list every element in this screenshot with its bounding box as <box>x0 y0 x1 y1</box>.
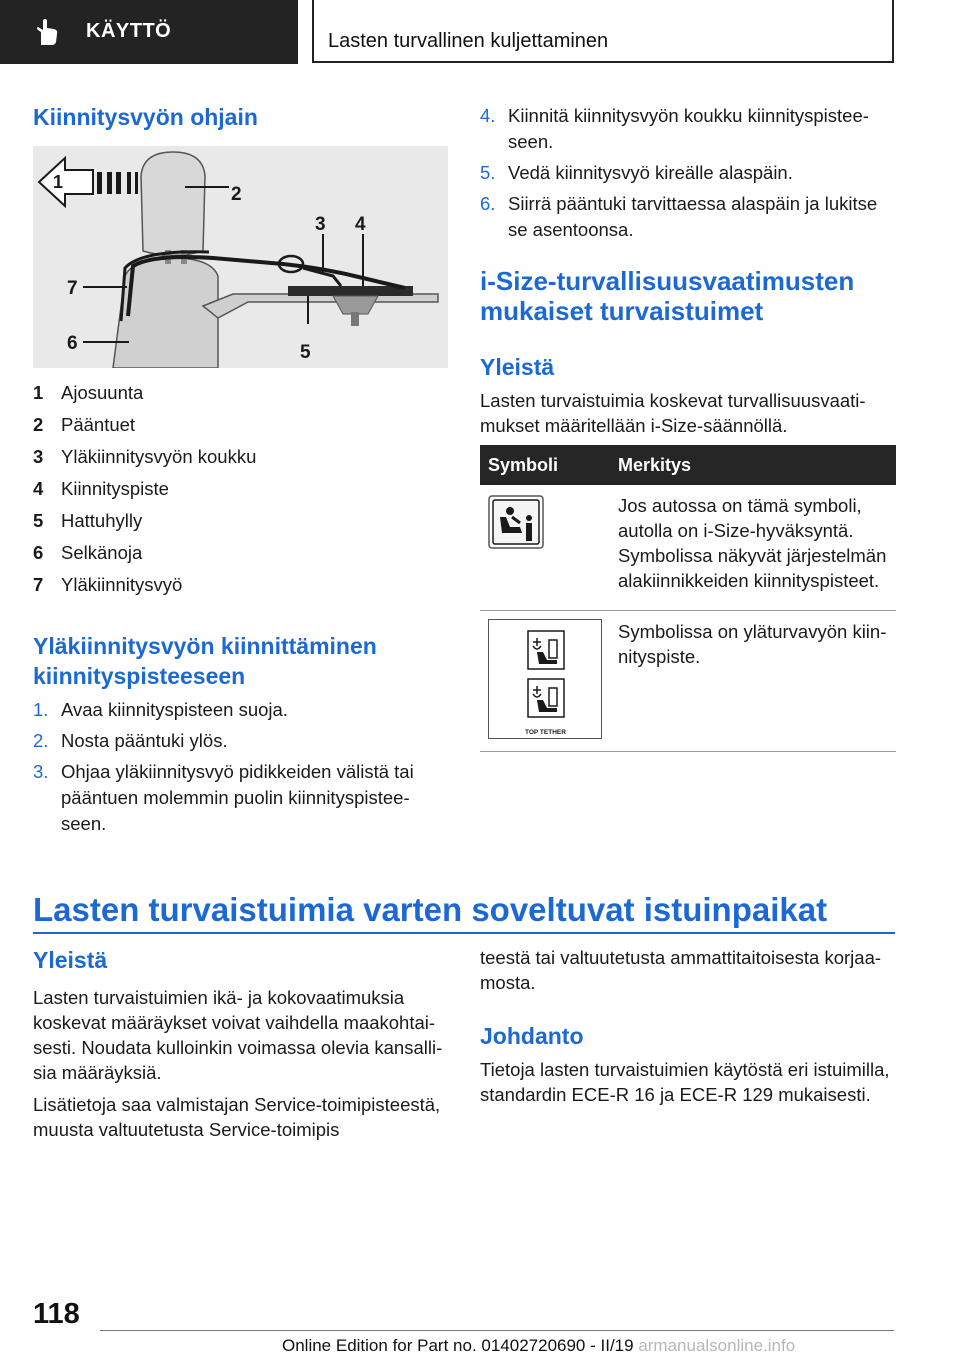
table-row <box>480 485 896 611</box>
col-header-symbol: Symboli <box>480 445 610 485</box>
page-header <box>0 0 960 66</box>
chapter-title-box <box>312 0 894 63</box>
top-tether-symbol-box <box>488 619 602 739</box>
fig-label-7: 7 <box>67 278 78 299</box>
steps-left <box>33 697 443 842</box>
fig-label-1: 1 <box>53 172 64 192</box>
fig-label-5: 5 <box>300 342 311 363</box>
page-number: 118 <box>33 1298 80 1330</box>
step-item: 2. Nosta pääntuki ylös. <box>33 730 228 751</box>
isize-intro: Lasten turvaistuimia koskevat turvallisuusvaatimukset määritellään i-Size-säännöllä. <box>480 390 866 436</box>
general-paragraph-2-cont: teestä tai valtuutetusta ammattitaitoisesta korjaamosta. <box>480 947 882 993</box>
subheading-general-right: Yleistä <box>480 354 555 380</box>
intro-paragraph: Tietoja lasten turvaistuimien käytöstä eri istuimilla, standardin ECE-R 16 ja ECE-R 129 mukaisesti. <box>480 1059 890 1105</box>
watermark: armanualsonline.info <box>638 1336 796 1355</box>
top-tether-anchor-icon <box>527 678 565 718</box>
legend-item: 2 Pääntuet <box>33 414 136 435</box>
table-row <box>480 611 896 752</box>
step-item: 1. Avaa kiinnityspisteen suoja. <box>33 699 288 720</box>
step-item: 3. Ohjaa yläkiinnitysvyö pidikkeiden välistä tai pääntuen molemmin puolin kiinnityspisteeseen. <box>33 761 414 834</box>
fig-label-3: 3 <box>315 214 326 235</box>
isize-child-seat-icon <box>488 493 544 551</box>
steps-right <box>480 103 892 248</box>
belt-guide-illustration <box>33 146 448 368</box>
legend-item: 1 Ajosuunta <box>33 382 144 403</box>
meaning-isize: Jos autossa on tämä symboli, autolla on i-Size-hyväksyntä. Symbolissa näkyvät järjestelmän alakiinnikkeiden kiinnityspisteet. <box>610 485 896 611</box>
section-tab[interactable] <box>0 0 298 64</box>
meaning-top-tether: Symbolissa on yläturvavyön kiinnityspiste. <box>610 611 896 752</box>
heading-isize: i-Size-turvallisuusvaatimusten mukaiset turvaistuimet <box>480 266 855 326</box>
hand-pointer-icon <box>32 18 62 48</box>
figure-legend <box>33 377 449 601</box>
general-paragraph-2: Lisätietoja saa valmistajan Service-toimipisteestä, muusta valtuutetusta Service-toimipis <box>33 1094 441 1140</box>
top-tether-anchor-icon <box>527 630 565 670</box>
step-item: 6. Siirrä pääntuki tarvittaessa alaspäin ja lukitse se asentoonsa. <box>480 193 878 240</box>
legend-item: 4 Kiinnityspiste <box>33 478 169 499</box>
footer-edition: Online Edition for Part no. 01402720690 - II/19 armanualsonline.info <box>282 1336 796 1355</box>
chapter-title: Lasten turvallinen kuljettaminen <box>328 30 609 52</box>
subheading-intro: Johdanto <box>480 1023 584 1049</box>
fig-label-2: 2 <box>231 184 242 205</box>
legend-item: 3 Yläkiinnitysvyön koukku <box>33 446 257 467</box>
legend-item: 5 Hattuhylly <box>33 510 143 531</box>
heading-belt-guide: Kiinnitysvyön ohjain <box>33 104 258 130</box>
step-item: 4. Kiinnitä kiinnitysvyön koukku kiinnityspisteeseen. <box>480 105 869 152</box>
symbol-table <box>480 445 896 752</box>
section-title: Lasten turvaistuimia varten soveltuvat istuinpaikat <box>33 890 895 934</box>
heading-attach-tether: Yläkiinnitysvyön kiinnittäminen kiinnityspisteeseen <box>33 633 377 689</box>
top-tether-label: TOP TETHER <box>525 729 566 736</box>
legend-item: 7 Yläkiinnitysvyö <box>33 574 183 595</box>
general-paragraph-1: Lasten turvaistuimien ikä- ja kokovaatimuksia koskevat määräykset voivat vaihdella maakohtaisesti. Noudata kulloinkin voimassa olevia kansallisia määräyksiä. <box>33 987 443 1083</box>
legend-item: 6 Selkänoja <box>33 542 143 563</box>
footer-divider <box>100 1330 894 1331</box>
section-label: KÄYTTÖ <box>86 20 172 42</box>
fig-label-4: 4 <box>355 214 366 235</box>
col-header-meaning: Merkitys <box>610 445 896 485</box>
step-item: 5. Vedä kiinnitysvyö kireälle alaspäin. <box>480 162 793 183</box>
subheading-general-left: Yleistä <box>33 947 108 973</box>
fig-label-6: 6 <box>67 333 78 354</box>
